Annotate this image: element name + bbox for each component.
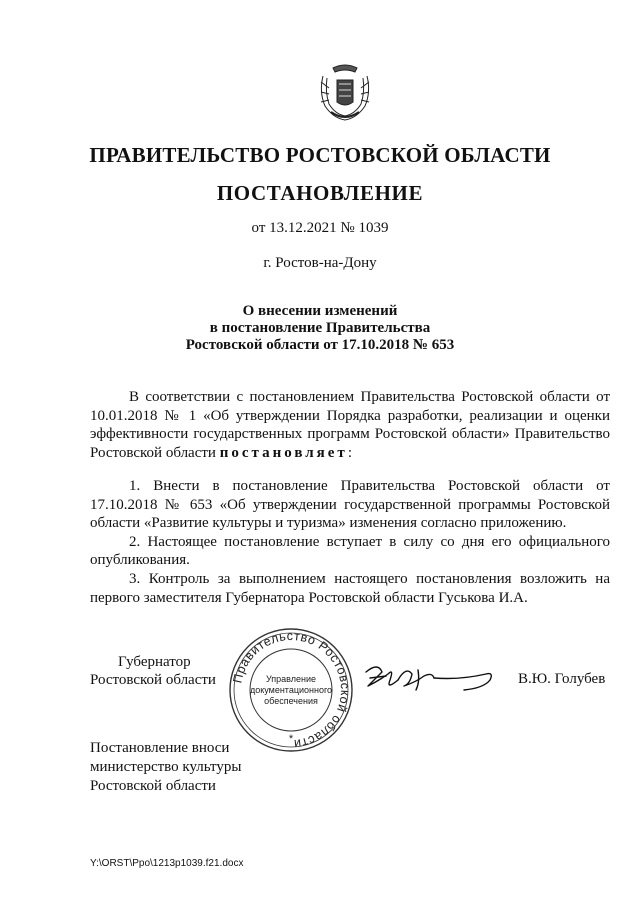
file-path: Y:\ORST\Ppo\1213p1039.f21.docx — [90, 858, 244, 869]
subject-line: О внесении изменений — [242, 303, 398, 319]
subject-line: Ростовской области от 17.10.2018 № 653 — [185, 337, 455, 353]
resolution-items — [90, 477, 610, 607]
signatory-name: В.Ю. Голубев — [518, 671, 606, 687]
submitted-by-note — [90, 739, 242, 796]
signatory-position — [90, 653, 216, 689]
date-number: от 13.12.2021 № 1039 — [251, 220, 389, 236]
document-subject — [0, 303, 640, 354]
preamble-colon: : — [347, 444, 352, 461]
resolution-item: 3. Контроль за выполнением настоящего постановления возложить на первого заместителя Губернатора Ростовской области Гуськова И.А. — [90, 570, 610, 606]
preamble-text: В соответствии с постановлением Правительства Ростовской области от 10.01.2018 № 1 «Об утверждении Порядка разработки, реализации и оценки эффективности государственных программ Ростовской области» Правительство Ростовской области — [90, 389, 610, 461]
subject-line: в постановление Правительства — [209, 320, 431, 336]
stamp-inner-text: Управление — [265, 674, 317, 684]
note-line: министерство культуры — [90, 759, 242, 775]
resolution-item: 1. Внести в постановление Правительства Ростовской области от 17.10.2018 № 653 «Об утверждении государственной программы Ростовской области «Развитие культуры и туризма» изменения согласно приложению. — [90, 478, 610, 532]
note-line: Ростовской области — [90, 778, 216, 794]
preamble-paragraph — [90, 388, 610, 462]
resolution-item: 2. Настоящее постановление вступает в силу со дня его официального опубликования. — [90, 533, 610, 569]
resolves-word: постановляет — [219, 444, 348, 461]
document-type: ПОСТАНОВЛЕНИЕ — [216, 181, 424, 205]
handwritten-signature — [360, 660, 500, 696]
stamp-inner-text: документационного — [249, 685, 333, 695]
organization-title: ПРАВИТЕЛЬСТВО РОСТОВСКОЙ ОБЛАСТИ — [89, 143, 551, 167]
official-stamp — [227, 626, 355, 754]
position-line: Ростовской области — [90, 672, 216, 688]
position-line: Губернатор — [118, 654, 191, 670]
note-line: Постановление вноси — [90, 740, 230, 756]
stamp-ring-text: Правительство Ростовской области — [230, 628, 353, 752]
stamp-inner-text: обеспечения — [264, 696, 318, 706]
stamp-star: * — [288, 733, 294, 745]
coat-of-arms-emblem — [313, 62, 377, 124]
city: г. Ростов-на-Дону — [263, 255, 377, 271]
